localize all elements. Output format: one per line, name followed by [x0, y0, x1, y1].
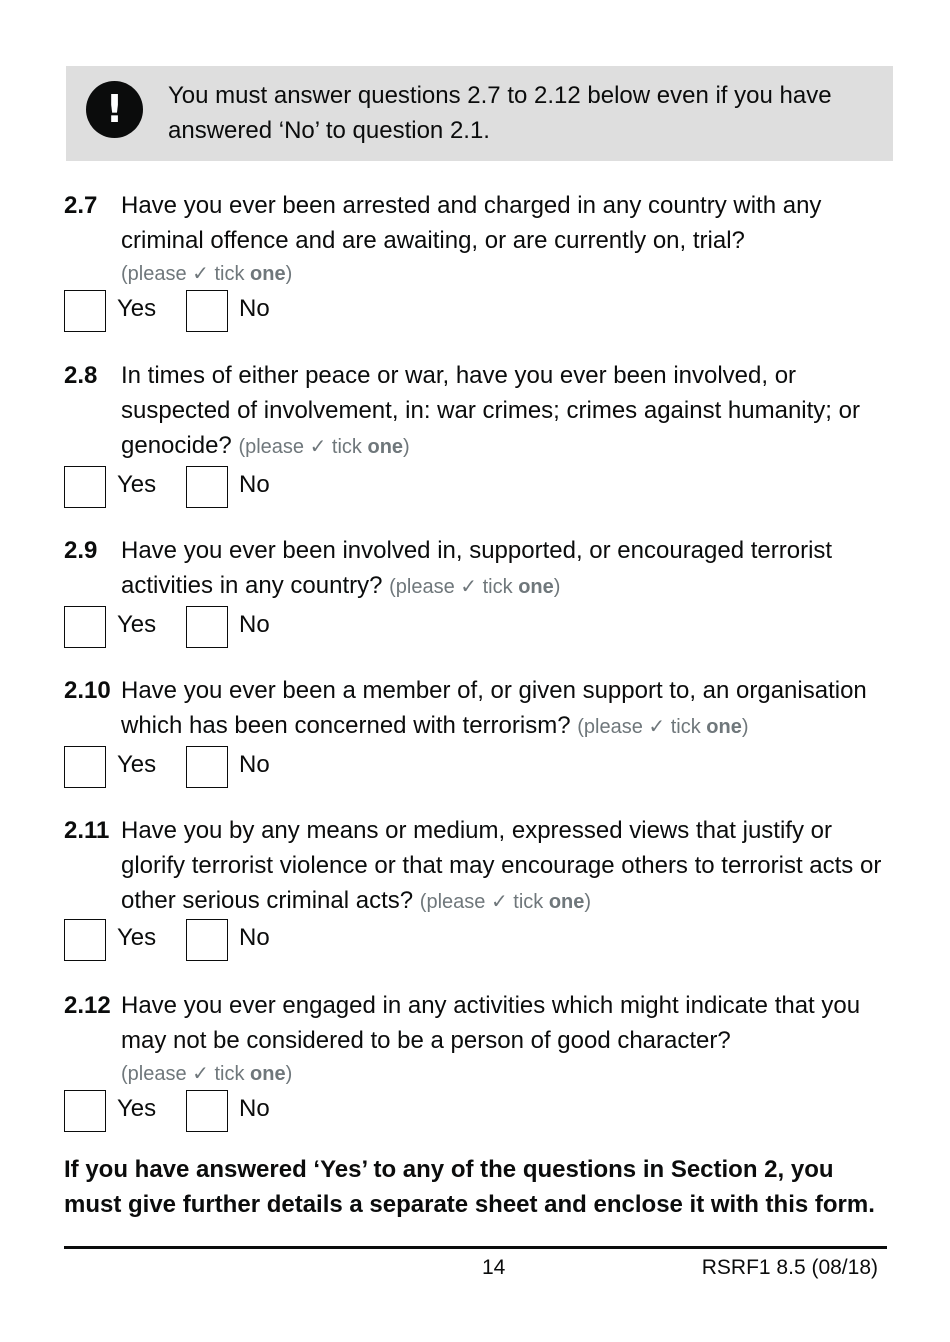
yes-label: Yes — [117, 1095, 157, 1122]
tick-hint: (please ✓ tick one) — [121, 263, 293, 285]
no-label: No — [239, 471, 270, 498]
page-number: 14 — [482, 1256, 506, 1279]
yes-label: Yes — [117, 295, 157, 322]
no-checkbox[interactable] — [186, 290, 228, 332]
question-text: In times of either peace or war, have you ever been involved, or suspected of involvement, in: war crimes; crimes against humanity; or genocide? — [121, 362, 860, 459]
yes-checkbox[interactable] — [64, 919, 106, 961]
yes-checkbox[interactable] — [64, 1090, 106, 1132]
yes-checkbox[interactable] — [64, 466, 106, 508]
yes-label: Yes — [117, 611, 157, 638]
yes-no-options — [64, 746, 464, 788]
yes-checkbox[interactable] — [64, 746, 106, 788]
question-number: 2.8 — [64, 362, 98, 389]
question-text: Have you ever engaged in any activities which might indicate that you may not be considered to be a person of good character? — [121, 992, 861, 1054]
no-label: No — [239, 751, 270, 778]
no-checkbox[interactable] — [186, 606, 228, 648]
yes-label: Yes — [117, 471, 157, 498]
question-text: Have you by any means or medium, expressed views that justify or glorify terrorist violence or that may encourage others to terrorist acts or other serious criminal acts? — [121, 817, 882, 914]
yes-no-options — [64, 466, 464, 508]
yes-no-options — [64, 919, 464, 961]
tick-hint: (please ✓ tick one) — [238, 436, 410, 458]
tick-hint: (please ✓ tick one) — [121, 1063, 293, 1085]
no-label: No — [239, 1095, 270, 1122]
no-checkbox[interactable] — [186, 919, 228, 961]
no-label: No — [239, 611, 270, 638]
exclamation-icon: ! — [86, 81, 143, 138]
question-text: Have you ever been involved in, supported, or encouraged terrorist activities in any country? — [121, 537, 833, 599]
question-number: 2.12 — [64, 992, 111, 1019]
yes-no-options — [64, 606, 464, 648]
question-number: 2.9 — [64, 537, 98, 564]
question-number: 2.10 — [64, 677, 111, 704]
check-icon: ✓ — [648, 716, 666, 738]
question-text: Have you ever been arrested and charged in any country with any criminal offence and are awaiting, or are currently on, trial? — [121, 192, 822, 254]
no-label: No — [239, 924, 270, 951]
check-icon: ✓ — [460, 576, 478, 598]
check-icon: ✓ — [192, 1063, 209, 1085]
question-number: 2.7 — [64, 192, 98, 219]
form-code: RSRF1 8.5 (08/18) — [701, 1256, 878, 1279]
check-icon: ✓ — [490, 891, 508, 913]
no-checkbox[interactable] — [186, 746, 228, 788]
yes-label: Yes — [117, 924, 157, 951]
further-details-note: If you have answered ‘Yes’ to any of the questions in Section 2, you must give further details a separate sheet and enclose it with this form. — [64, 1156, 875, 1218]
notice-box — [66, 66, 893, 161]
tick-hint: (please ✓ tick one) — [419, 891, 592, 913]
footer-divider — [64, 1246, 887, 1249]
no-label: No — [239, 295, 270, 322]
no-checkbox[interactable] — [186, 1090, 228, 1132]
yes-no-options — [64, 1090, 464, 1132]
no-checkbox[interactable] — [186, 466, 228, 508]
yes-checkbox[interactable] — [64, 290, 106, 332]
yes-no-options — [64, 290, 464, 332]
tick-hint: (please ✓ tick one) — [577, 716, 749, 738]
notice-text: You must answer questions 2.7 to 2.12 below even if you have answered ‘No’ to question 2.1. — [168, 82, 832, 144]
question-number: 2.11 — [64, 817, 110, 844]
question-text: Have you ever been a member of, or given support to, an organisation which has been concerned with terrorism? — [121, 677, 867, 739]
yes-label: Yes — [117, 751, 157, 778]
check-icon: ✓ — [309, 436, 327, 458]
tick-hint: (please ✓ tick one) — [389, 576, 561, 598]
check-icon: ✓ — [192, 263, 209, 285]
yes-checkbox[interactable] — [64, 606, 106, 648]
